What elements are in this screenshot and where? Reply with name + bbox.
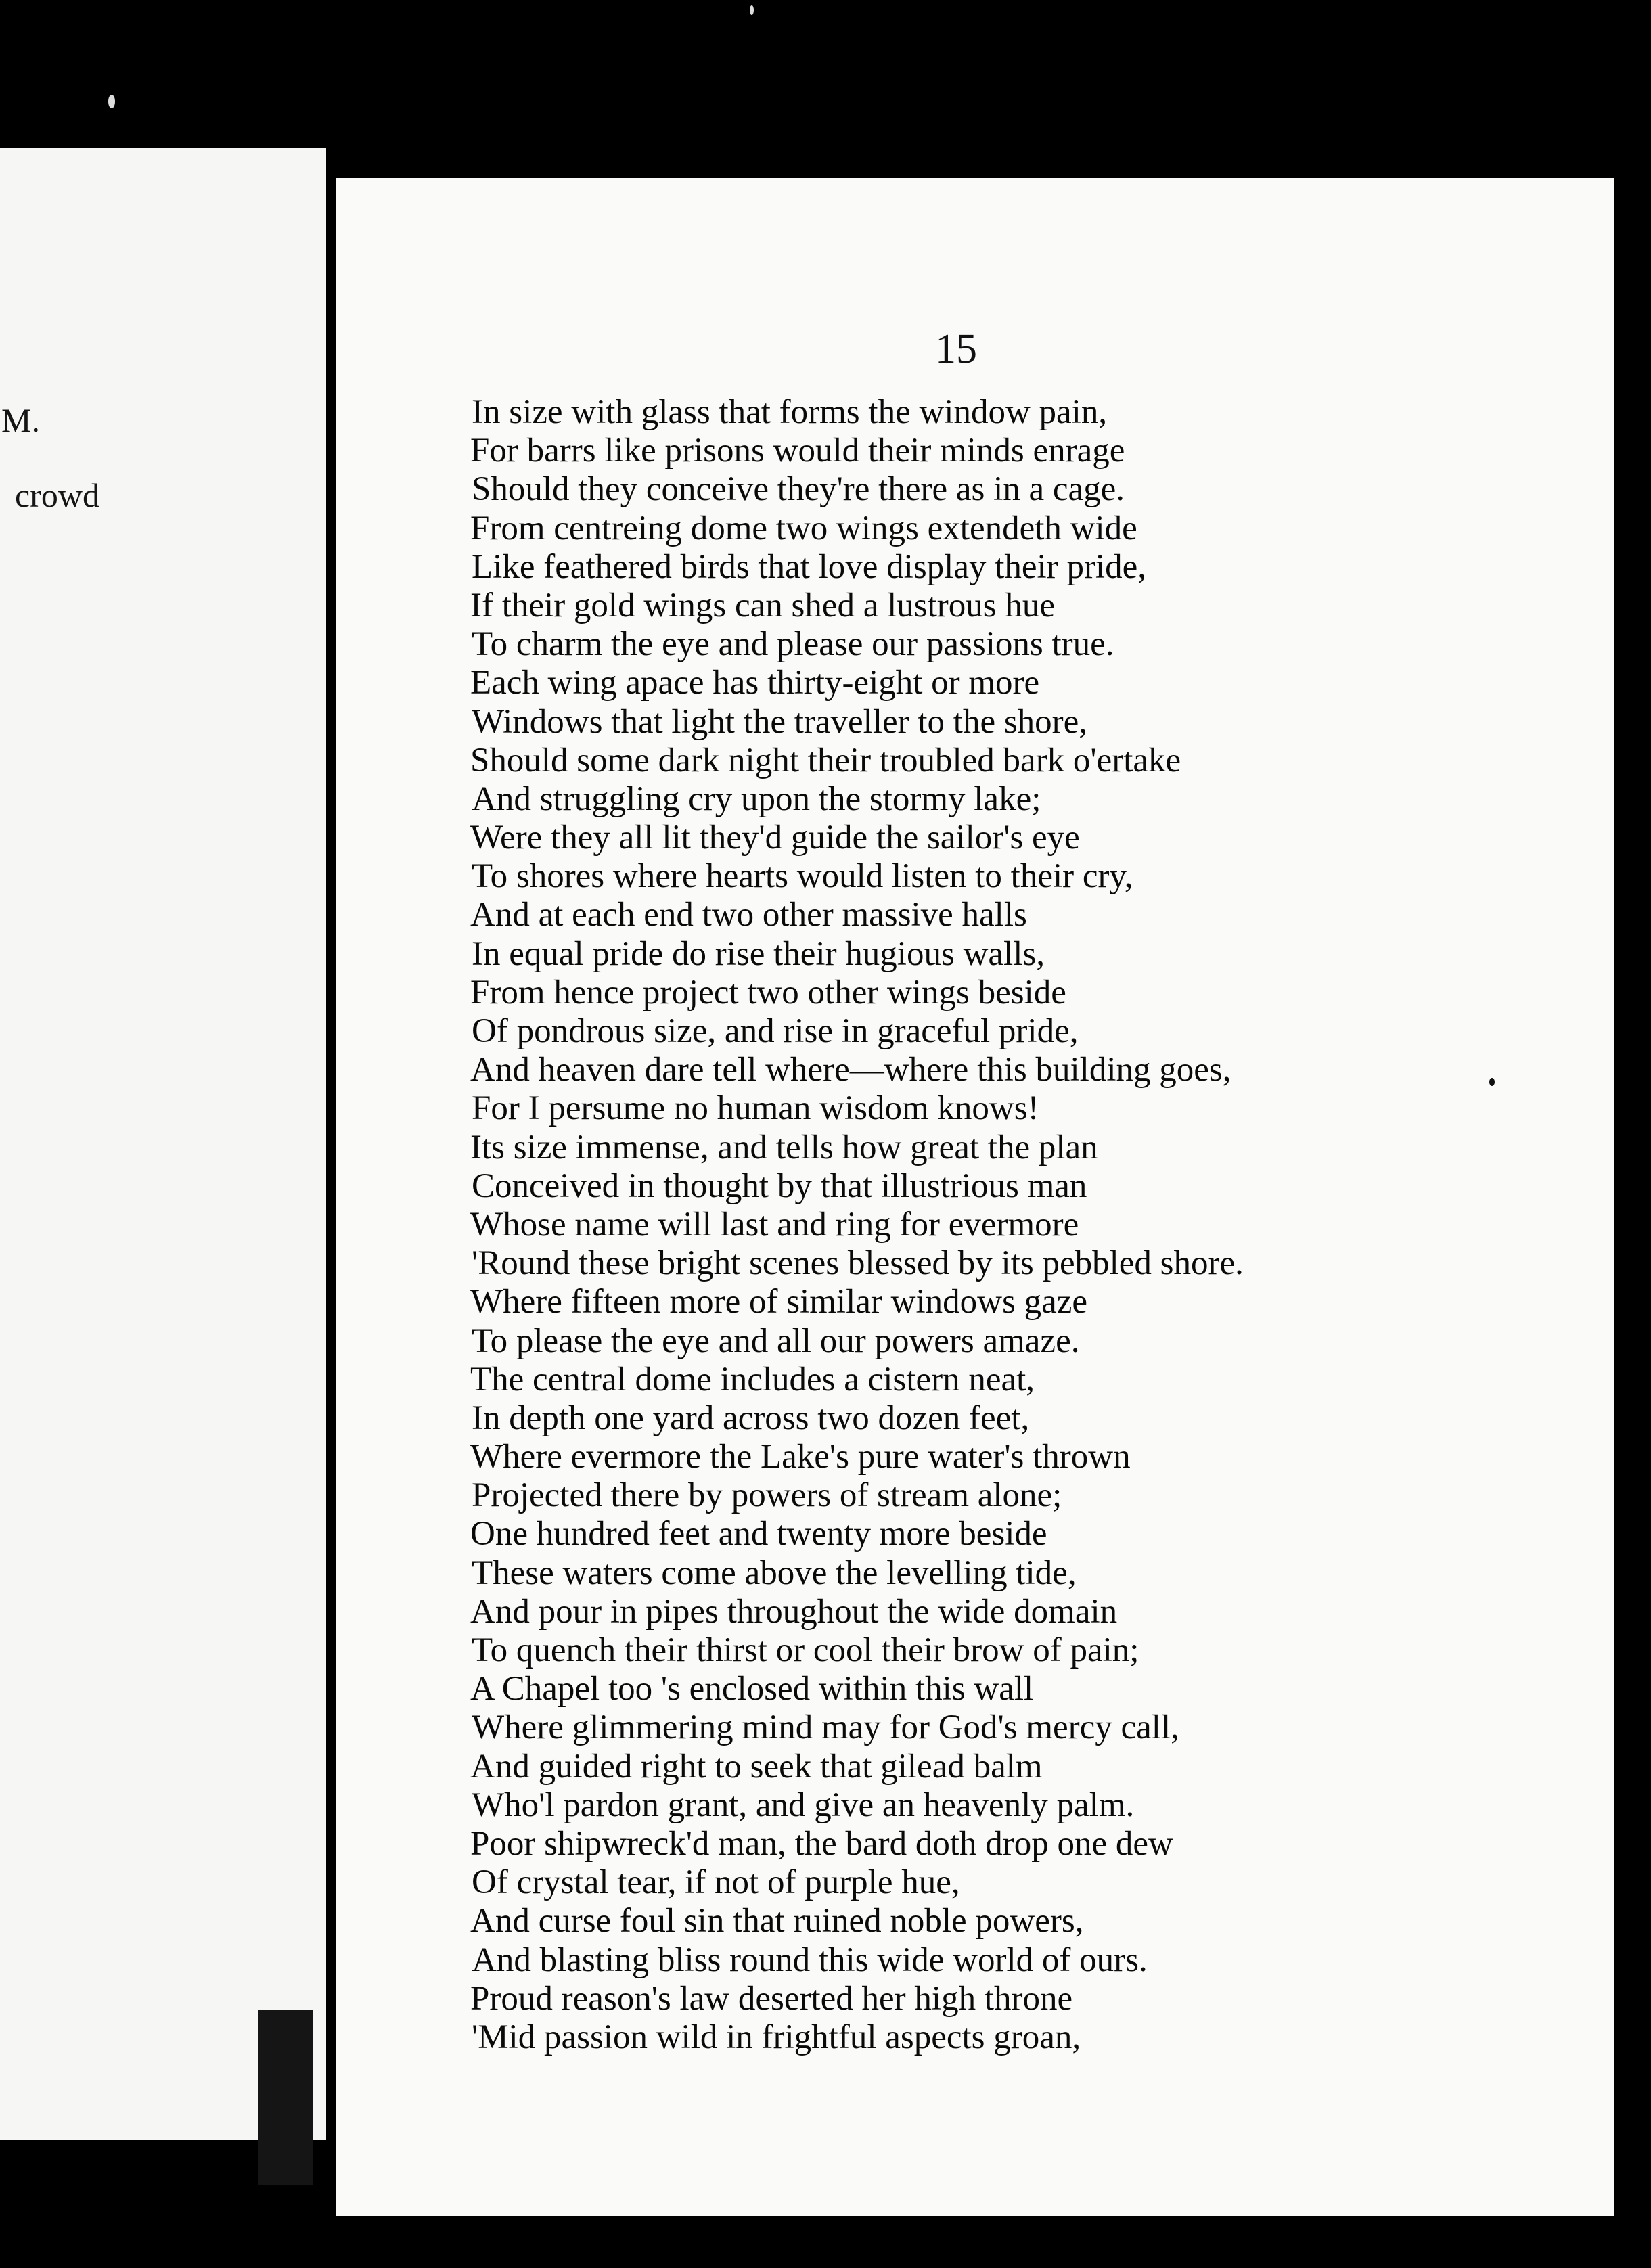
- poem-line: In equal pride do rise their hugious walls,: [472, 934, 1045, 973]
- poem-line: Each wing apace has thirty-eight or more: [470, 664, 1040, 702]
- poem-line: Where evermore the Lake's pure water's thrown: [470, 1438, 1131, 1476]
- poem-line: From hence project two other wings beside: [470, 973, 1066, 1012]
- poem-line: To please the eye and all our powers amaze.: [472, 1321, 1080, 1360]
- poem-line: Who'l pardon grant, and give an heavenly palm.: [472, 1786, 1135, 1824]
- poem-line: In size with glass that forms the window pain,: [472, 393, 1108, 431]
- poem-text: [470, 393, 1526, 2057]
- poem-line: One hundred feet and twenty more beside: [470, 1515, 1047, 1553]
- poem-line: If their gold wings can shed a lustrous hue: [470, 586, 1055, 625]
- poem-line: From centreing dome two wings extendeth wide: [470, 509, 1137, 547]
- poem-line: For I persume no human wisdom knows!: [472, 1089, 1039, 1128]
- poem-line: Whose name will last and ring for evermore: [470, 1205, 1079, 1244]
- poem-line: To quench their thirst or cool their brow of pain;: [472, 1631, 1139, 1669]
- poem-line: Of pondrous size, and rise in graceful pride,: [472, 1012, 1079, 1050]
- poem-line: Should they conceive they're there as in a cage.: [472, 470, 1125, 509]
- ink-speck: [1489, 1078, 1495, 1086]
- page-number: 15: [935, 326, 977, 372]
- poem-line: Poor shipwreck'd man, the bard doth drop one dew: [470, 1824, 1173, 1863]
- poem-line: And at each end two other massive halls: [470, 896, 1027, 934]
- poem-line: Like feathered birds that love display their pride,: [472, 547, 1146, 586]
- left-page-fragment: crowd: [15, 476, 99, 514]
- left-page-fragment: M.: [1, 401, 40, 439]
- poem-line: And curse foul sin that ruined noble powers,: [470, 1902, 1084, 1941]
- poem-line: For barrs like prisons would their minds enrage: [470, 432, 1125, 470]
- scan-speck: [750, 5, 754, 15]
- poem-line: Of crystal tear, if not of purple hue,: [472, 1863, 960, 1902]
- poem-line: Proud reason's law deserted her high throne: [470, 1979, 1073, 2018]
- poem-line: To charm the eye and please our passions true.: [472, 625, 1114, 664]
- poem-line: And struggling cry upon the stormy lake;: [472, 779, 1041, 818]
- poem-line: Conceived in thought by that illustrious man: [472, 1166, 1087, 1205]
- scan-speck: [108, 95, 115, 108]
- poem-line: Should some dark night their troubled bark o'ertake: [470, 741, 1181, 779]
- poem-line: In depth one yard across two dozen feet,: [472, 1399, 1030, 1437]
- poem-line: 'Mid passion wild in frightful aspects groan,: [472, 2018, 1081, 2056]
- poem-line: The central dome includes a cistern neat,: [470, 1360, 1035, 1399]
- poem-line: Where glimmering mind may for God's mercy call,: [472, 1708, 1179, 1747]
- page-gutter: [258, 2010, 313, 2185]
- poem-line: Projected there by powers of stream alone;: [472, 1476, 1062, 1515]
- left-page: [0, 148, 326, 2140]
- poem-line: Where fifteen more of similar windows gaze: [470, 1283, 1087, 1321]
- poem-line: Were they all lit they'd guide the sailor's eye: [470, 819, 1080, 857]
- poem-line: And pour in pipes throughout the wide domain: [470, 1592, 1118, 1631]
- poem-line: These waters come above the levelling tide,: [472, 1553, 1077, 1592]
- poem-line: To shores where hearts would listen to their cry,: [472, 857, 1133, 896]
- poem-line: 'Round these bright scenes blessed by its pebbled shore.: [472, 1244, 1244, 1283]
- poem-line: And guided right to seek that gilead balm: [470, 1747, 1043, 1786]
- poem-line: And blasting bliss round this wide world of ours.: [472, 1941, 1148, 1979]
- poem-line: Windows that light the traveller to the shore,: [472, 702, 1088, 741]
- right-page: [336, 178, 1614, 2216]
- poem-line: Its size immense, and tells how great the plan: [470, 1128, 1098, 1166]
- poem-line: And heaven dare tell where—where this building goes,: [470, 1051, 1231, 1089]
- poem-line: A Chapel too 's enclosed within this wall: [470, 1670, 1034, 1708]
